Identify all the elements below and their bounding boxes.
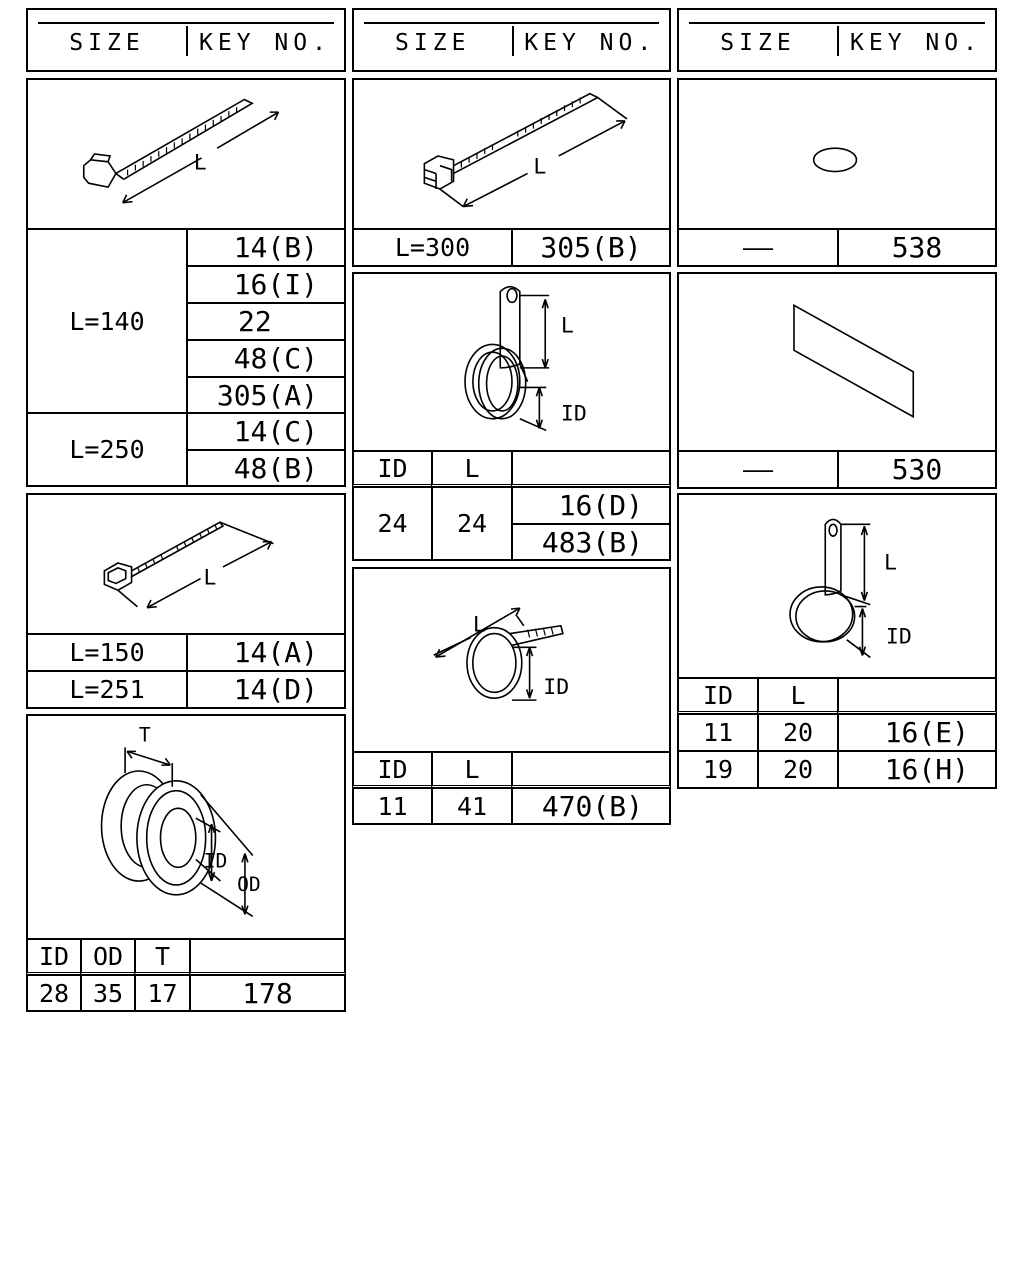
key-cell: 538: [837, 228, 997, 267]
header-key-no: KEY NO.: [199, 30, 331, 56]
l-cell: 24: [431, 486, 513, 561]
dim-id-label: ID: [543, 675, 570, 701]
header-key-no: KEY NO.: [850, 30, 982, 56]
dim-l-label: L: [193, 150, 207, 176]
key-cell: 14(D): [186, 670, 346, 709]
col-header-key: [511, 751, 671, 789]
key-cell: 48(B): [186, 449, 346, 487]
band-clamp-illustration: [352, 567, 671, 753]
clip-clamp-illustration: [677, 493, 997, 679]
dim-t-label: T: [138, 723, 151, 747]
key-cell: 16(I): [186, 265, 346, 304]
size-cell: ——: [677, 450, 839, 489]
size-cell: L=300: [352, 228, 513, 267]
cable-tie-illustration: [26, 78, 346, 230]
dim-id-label: ID: [203, 849, 228, 873]
p-clamp-illustration: [352, 272, 671, 452]
key-cell: 305(A): [186, 376, 346, 414]
id-cell: 19: [677, 750, 759, 789]
col-header-id: ID: [26, 938, 82, 976]
id-cell: 11: [352, 787, 433, 825]
l-cell: 41: [431, 787, 513, 825]
size-cell: L=250: [26, 412, 188, 487]
header-size: SIZE: [395, 30, 471, 56]
o-ring-illustration: [677, 78, 997, 230]
t-cell: 17: [134, 974, 191, 1012]
header-key-no: KEY NO.: [524, 30, 657, 56]
id-cell: 24: [352, 486, 433, 561]
cable-tie-long-illustration: [352, 78, 671, 230]
l-cell: 20: [757, 750, 839, 789]
key-cell: 470(B): [511, 787, 671, 825]
id-cell: 11: [677, 713, 759, 752]
key-cell: 22: [186, 302, 346, 341]
col-header-l: L: [757, 677, 839, 715]
size-cell: ——: [677, 228, 839, 267]
col-header-id: ID: [352, 751, 433, 789]
dim-id-label: ID: [560, 401, 587, 427]
col-header-id: ID: [352, 450, 433, 488]
col-header-t: T: [134, 938, 191, 976]
col-header-key: [511, 450, 671, 488]
dim-od-label: OD: [237, 872, 261, 896]
col-header-l: L: [431, 450, 513, 488]
header-col1: [26, 8, 346, 72]
key-cell: 14(B): [186, 228, 346, 267]
od-cell: 35: [80, 974, 136, 1012]
dim-l-label: L: [533, 154, 547, 180]
col-header-od: OD: [80, 938, 136, 976]
key-cell: 178: [189, 974, 346, 1012]
grommet-illustration: [26, 714, 346, 940]
col-header-l: L: [431, 751, 513, 789]
key-cell: 530: [837, 450, 997, 489]
cable-tie-short-illustration: [26, 493, 346, 635]
col-header-key: [837, 677, 997, 715]
key-cell: 16(E): [837, 713, 997, 752]
dim-l-label: L: [560, 313, 574, 339]
dim-l-label: L: [203, 565, 217, 591]
key-cell: 14(C): [186, 412, 346, 451]
dim-id-label: ID: [885, 624, 912, 650]
key-cell: 305(B): [511, 228, 671, 267]
size-cell: L=140: [26, 228, 188, 414]
key-cell: 16(D): [511, 486, 671, 525]
header-col2: [352, 8, 671, 72]
header-size: SIZE: [69, 30, 145, 56]
size-cell: L=251: [26, 670, 188, 709]
key-cell: 14(A): [186, 633, 346, 672]
tape-illustration: [677, 272, 997, 452]
dim-l-label: L: [883, 550, 897, 576]
key-cell: 16(H): [837, 750, 997, 789]
id-cell: 28: [26, 974, 82, 1012]
dim-l-label: L: [472, 612, 486, 638]
header-size: SIZE: [720, 30, 796, 56]
size-cell: L=150: [26, 633, 188, 672]
col-header-id: ID: [677, 677, 759, 715]
key-cell: 483(B): [511, 523, 671, 561]
key-cell: 48(C): [186, 339, 346, 378]
col-header-key: [189, 938, 346, 976]
header-col3: [677, 8, 997, 72]
l-cell: 20: [757, 713, 839, 752]
